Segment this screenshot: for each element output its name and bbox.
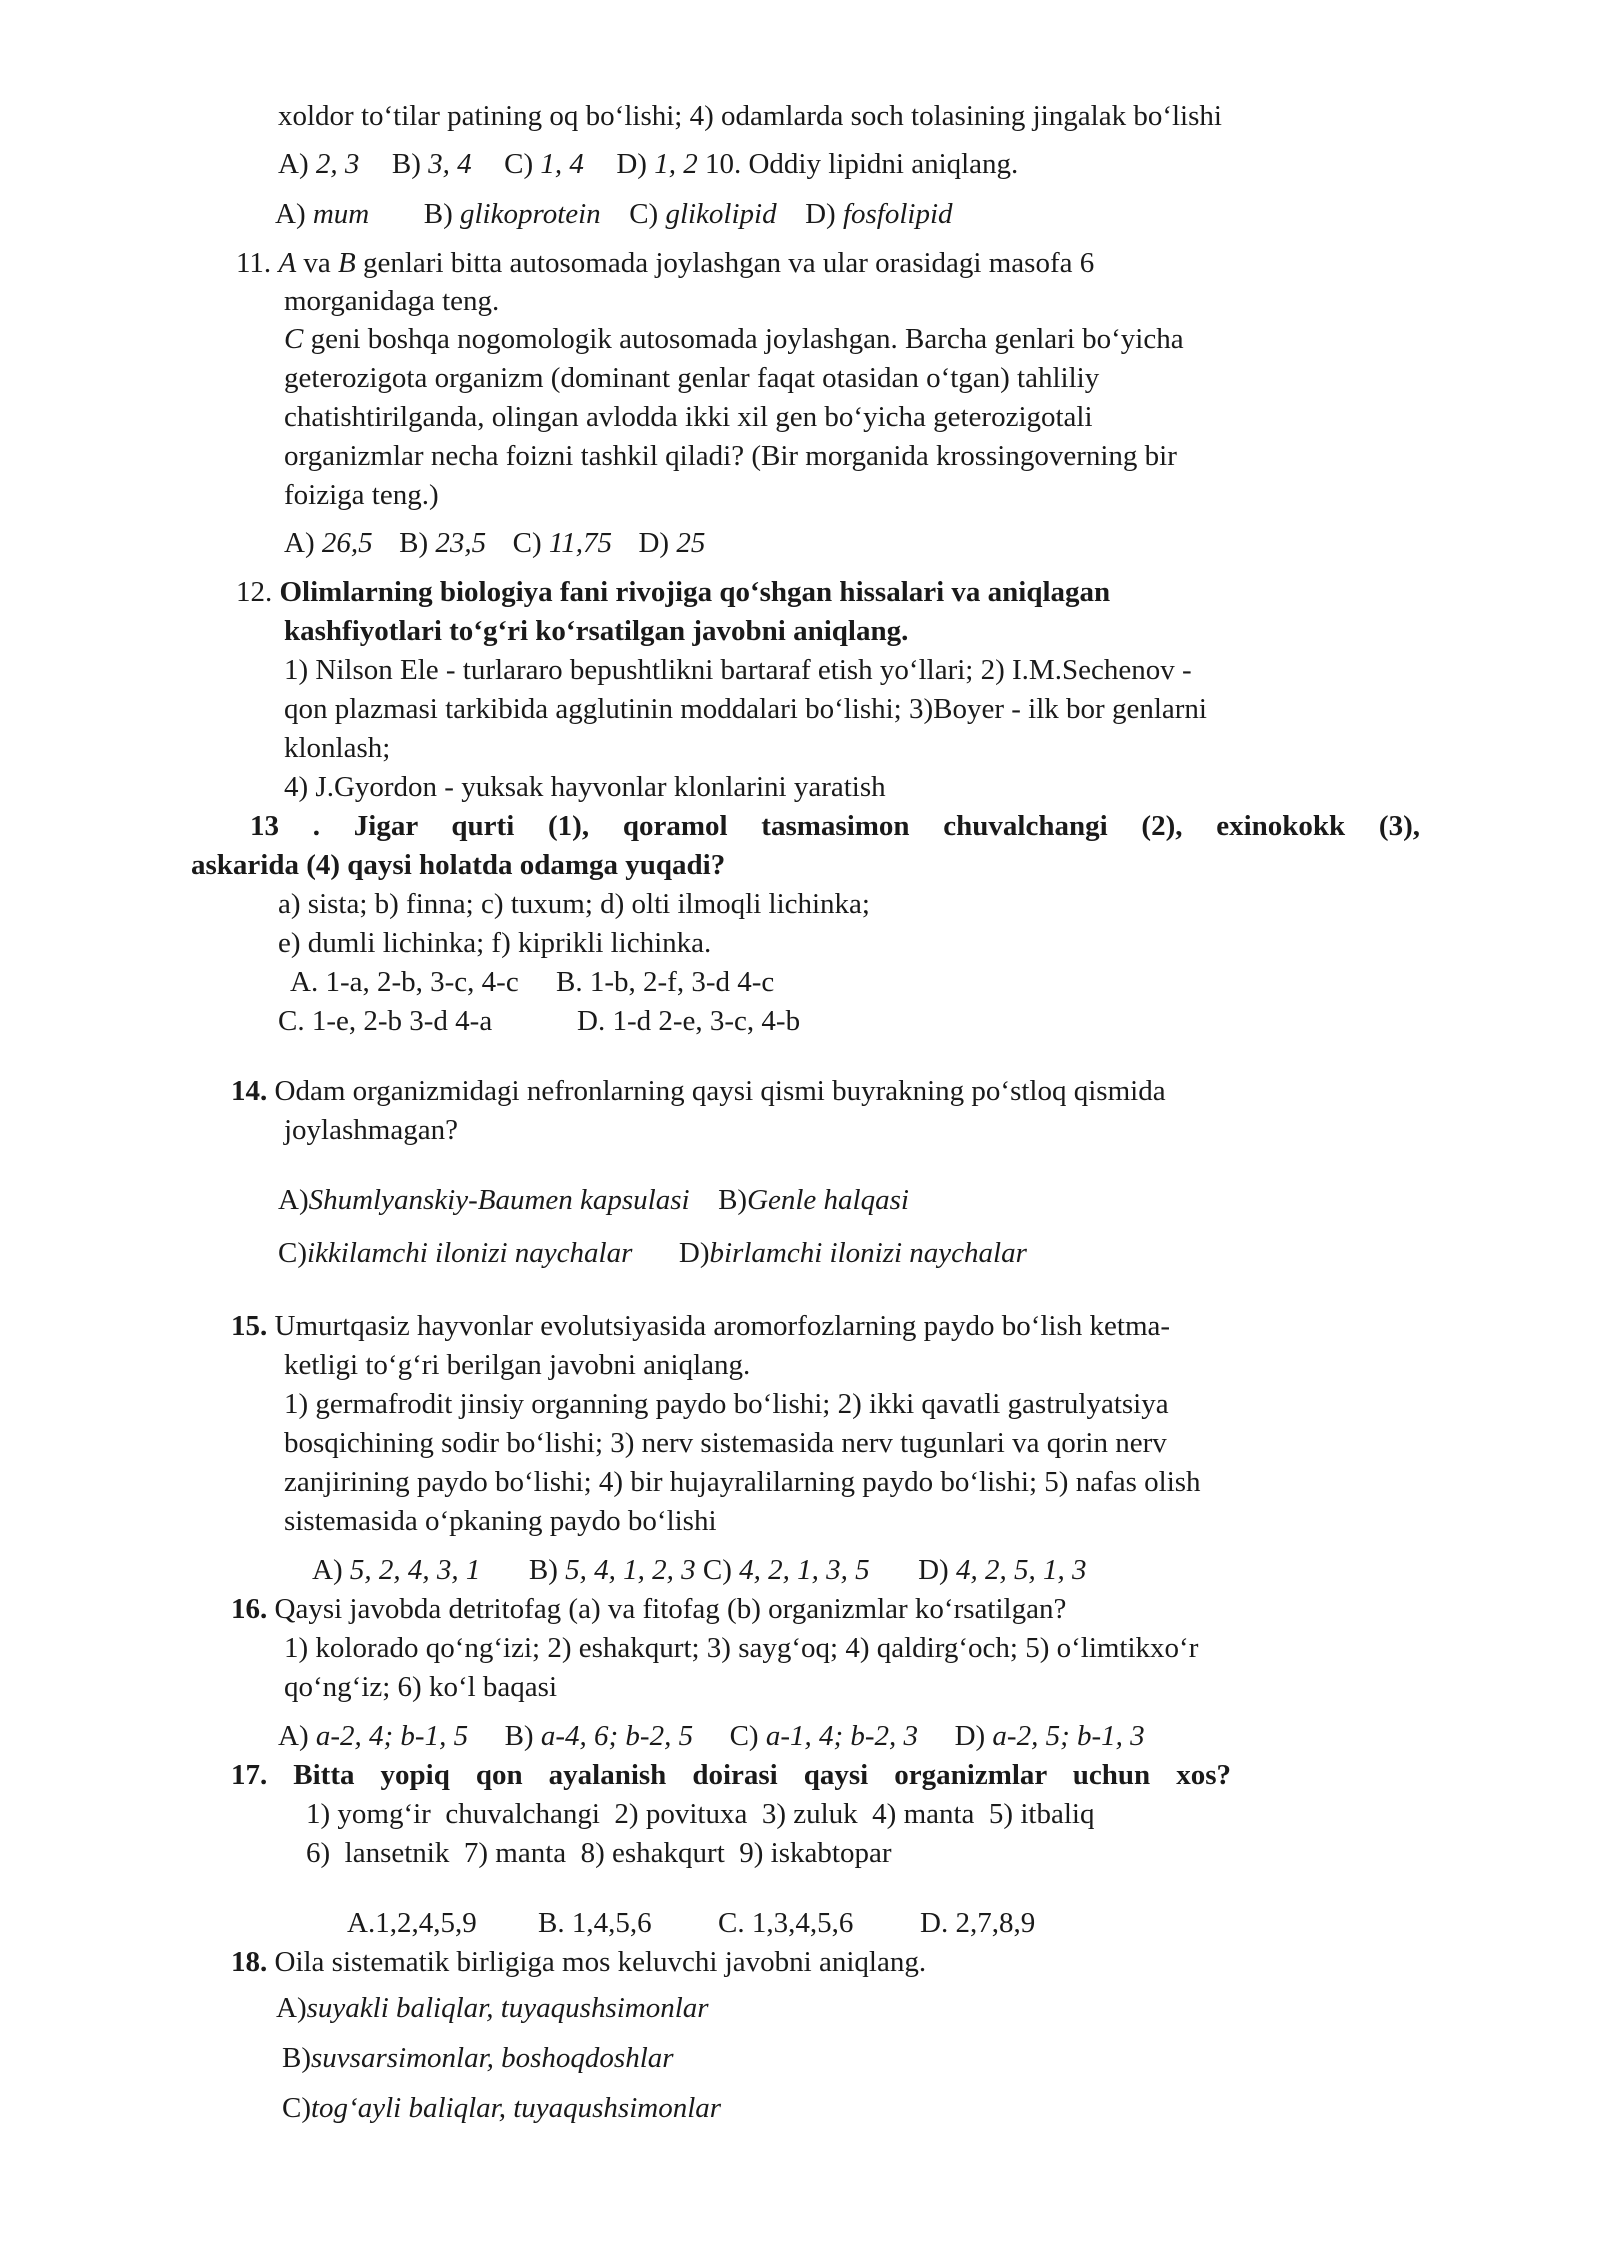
q16-option-c: a-1, 4; b-2, 3 [765,1720,919,1752]
q11-options [284,525,705,561]
q9-q10-line [278,146,1018,182]
q16-option-d: a-2, 5; b-1, 3 [992,1720,1145,1752]
q11-option-d-letter: D) [638,527,670,559]
q17-option-c: C. 1,3,4,5,6 [718,1907,854,1939]
q16-option-b: a-4, 6; b-2, 5 [540,1720,694,1752]
q18-option-a: suyakli baliqlar, tuyaqushsimonlar [306,1992,709,2024]
q15-line-1 [231,1308,1170,1344]
q15-option-a: 5, 2, 4, 3, 1 [349,1554,481,1586]
q15-line-4: bosqichining sodir bo‘lishi; 3) nerv sistemasida nerv tugunlari va qorin nerv [284,1427,1167,1459]
q14-options-row-1 [278,1182,909,1218]
q14-option-d: birlamchi ilonizi naychalar [709,1237,1027,1269]
q18-option-c: tog‘ayli baliqlar, tuyaqushsimonlar [311,2092,722,2124]
q18-line-1 [231,1944,926,1980]
q16-line-1-text: Qaysi javobda detritofag (a) va fitofag (b) organizmlar ko‘rsatilgan? [274,1593,1067,1625]
q18-option-c-row [282,2090,721,2126]
q17-line-1: 1) yomg‘ir chuvalchangi 2) povituxa 3) zuluk 4) manta 5) itbaliq [306,1798,1095,1830]
q11-option-b-letter: B) [399,527,429,559]
q9-option-d-letter: D) [616,148,647,180]
q14-option-c: ikkilamchi ilonizi naychalar [307,1237,633,1269]
q12-title-line-2: kashfiyotlari to‘g‘ri ko‘rsatilgan javobni aniqlang. [284,615,909,647]
q11-option-a-letter: A) [284,527,315,559]
q10-question: 10. Oddiy lipidni aniqlang. [704,148,1019,180]
q18-option-a-row [276,1990,709,2026]
q18-number: 18. [231,1946,268,1978]
q15-options [312,1552,1086,1588]
q10-option-c: glikolipid [665,198,777,230]
q15-line-1-text: Umurtqasiz hayvonlar evolutsiyasida aromorfozlarning paydo bo‘lish ketma- [274,1310,1171,1342]
q14-options-row-2 [278,1235,1027,1271]
q12-line-2: qon plazmasi tarkibida agglutinin moddalari bo‘lishi; 3)Boyer - ilk bor genlarni [284,693,1207,725]
q9-option-c: 1, 4 [540,148,584,180]
q16-options [278,1718,1145,1754]
q10-option-a: mum [312,198,370,230]
q10-option-d-letter: D) [805,198,836,230]
q14-line-1-text: Odam organizmidagi nefronlarning qaysi qismi buyrakning po‘stloq qismida [274,1075,1166,1107]
q9-text-line: xoldor to‘tilar patining oq bo‘lishi; 4) odamlarda soch tolasining jingalak bo‘lishi [278,100,1222,132]
q10-options [275,196,953,232]
q10-option-a-letter: A) [275,198,306,230]
q18-option-b-row [282,2040,674,2076]
q10-option-c-letter: C) [629,198,659,230]
q17-option-a: A.1,2,4,5,9 [347,1907,477,1939]
q9-option-b-letter: B) [391,148,421,180]
q9-option-a: 2, 3 [315,148,360,180]
q11-option-a: 26,5 [321,527,373,559]
q13-option-a: A. 1-a, 2-b, 3-c, 4-c [290,966,519,998]
q18-option-c-letter: C) [282,2092,311,2124]
q13-option-d: D. 1-d 2-e, 3-c, 4-b [577,1005,801,1037]
q11-va: va [303,247,331,279]
q15-option-b: 5, 4, 1, 2, 3 [565,1554,696,1586]
q11-line-4: geterozigota organizm (dominant genlar faqat otasidan o‘tgan) tahliliy [284,362,1100,394]
q15-line-6: sistemasida o‘pkaning paydo bo‘lishi [284,1505,717,1537]
q16-option-c-letter: C) [729,1720,759,1752]
q12-line-4: 4) J.Gyordon - yuksak hayvonlar klonlarini yaratish [284,771,886,803]
q16-line-2: 1) kolorado qo‘ng‘izi; 2) eshakqurt; 3) sayg‘oq; 4) qaldirg‘och; 5) o‘limtikxo‘r [284,1632,1199,1664]
q16-line-1 [231,1591,1066,1627]
q12-title-1: Olimlarning biologiya fani rivojiga qo‘shgan hissalari va aniqlagan [279,576,1111,608]
q10-option-b: glikoprotein [460,198,601,230]
q11-line-3-rest: geni boshqa nogomologik autosomada joylashgan. Barcha genlari bo‘yicha [310,323,1184,355]
q11-gene-b: B [338,247,356,279]
q15-line-5: zanjirining paydo bo‘lishi; 4) bir hujayralilarning paydo bo‘lishi; 5) nafas olish [284,1466,1201,1498]
q11-number: 11. [236,247,272,279]
q11-option-d: 25 [676,527,706,559]
q14-line-1 [231,1073,1166,1109]
q17-line-2: 6) lansetnik 7) manta 8) eshakqurt 9) iskabtopar [306,1837,892,1869]
q11-line-7: foiziga teng.) [284,479,439,511]
q16-number: 16. [231,1593,268,1625]
q18-line-1-text: Oila sistematik birligiga mos keluvchi javobni aniqlang. [274,1946,927,1978]
q10-option-b-letter: B) [423,198,453,230]
q14-option-a: Shumlyanskiy-Baumen kapsulasi [308,1184,690,1216]
q14-option-b: Genle halqasi [747,1184,909,1216]
q11-option-c-letter: C) [512,527,542,559]
q14-option-a-letter: A) [278,1184,309,1216]
q11-gene-c: C [284,323,304,355]
q9-option-c-letter: C) [504,148,534,180]
q13-title-line-2: askarida (4) qaysi holatda odamga yuqadi? [191,849,726,881]
q17-title: 17. Bitta yopiq qon ayalanish doirasi qaysi organizmlar uchun xos? [231,1759,1231,1791]
q16-option-a: a-2, 4; b-1, 5 [315,1720,469,1752]
q14-number: 14. [231,1075,268,1107]
q16-line-3: qo‘ng‘iz; 6) ko‘l baqasi [284,1671,558,1703]
q14-option-d-letter: D) [678,1237,710,1269]
q15-option-c-letter: C) [702,1554,732,1586]
q15-option-d-letter: D) [918,1554,949,1586]
q13-title-line-1: 13 . Jigar qurti (1), qoramol tasmasimon chuvalchangi (2), exinokokk (3), [250,810,1420,842]
q11-line-1-rest: genlari bitta autosomada joylashgan va ular orasidagi masofa 6 [363,247,1095,279]
q16-option-b-letter: B) [504,1720,534,1752]
q9-option-b: 3, 4 [428,148,472,180]
q15-option-d: 4, 2, 5, 1, 3 [955,1554,1087,1586]
q9-option-d: 1, 2 [654,148,698,180]
q15-option-c: 4, 2, 1, 3, 5 [739,1554,870,1586]
q11-line-3 [284,321,1184,357]
q15-number: 15. [231,1310,268,1342]
q15-option-a-letter: A) [312,1554,343,1586]
q14-option-c-letter: C) [278,1237,307,1269]
q18-option-b-letter: B) [282,2042,311,2074]
q11-line-6: organizmlar necha foizni tashkil qiladi? (Bir morganida krossingoverning bir [284,440,1177,472]
q16-option-a-letter: A) [278,1720,309,1752]
q13-line-1: a) sista; b) finna; c) tuxum; d) olti ilmoqli lichinka; [278,888,870,920]
q12-number: 12. [236,576,273,608]
q16-option-d-letter: D) [954,1720,986,1752]
q15-option-b-letter: B) [528,1554,558,1586]
q18-option-b: suvsarsimonlar, boshoqdoshlar [311,2042,674,2074]
q11-line-2: morganidaga teng. [284,285,500,317]
q11-line-1 [236,245,1094,281]
q17-option-b: B. 1,4,5,6 [538,1907,652,1939]
q13-option-b: B. 1-b, 2-f, 3-d 4-c [556,966,775,998]
q14-line-2: joylashmagan? [284,1114,458,1146]
q11-line-5: chatishtirilganda, olingan avlodda ikki xil gen bo‘yicha geterozigotali [284,401,1093,433]
q13-option-c: C. 1-e, 2-b 3-d 4-a [278,1005,493,1037]
q12-line-3: klonlash; [284,732,391,764]
q18-option-a-letter: A) [276,1992,307,2024]
q11-option-c: 11,75 [548,527,612,559]
q15-line-3: 1) germafrodit jinsiy organning paydo bo‘lishi; 2) ikki qavatli gastrulyatsiya [284,1388,1169,1420]
q13-line-2: e) dumli lichinka; f) kiprikli lichinka. [278,927,712,959]
q15-line-2: ketligi to‘g‘ri berilgan javobni aniqlang. [284,1349,751,1381]
q12-title-line-1 [236,574,1110,610]
q17-option-d: D. 2,7,8,9 [920,1907,1036,1939]
q10-option-d: fosfolipid [842,198,953,230]
q9-option-a-letter: A) [278,148,309,180]
q11-option-b: 23,5 [435,527,487,559]
q14-option-b-letter: B) [718,1184,748,1216]
q12-line-1: 1) Nilson Ele - turlararo bepushtlikni bartaraf etish yo‘llari; 2) I.M.Sechenov - [284,654,1192,686]
q11-gene-a: A [278,247,297,279]
